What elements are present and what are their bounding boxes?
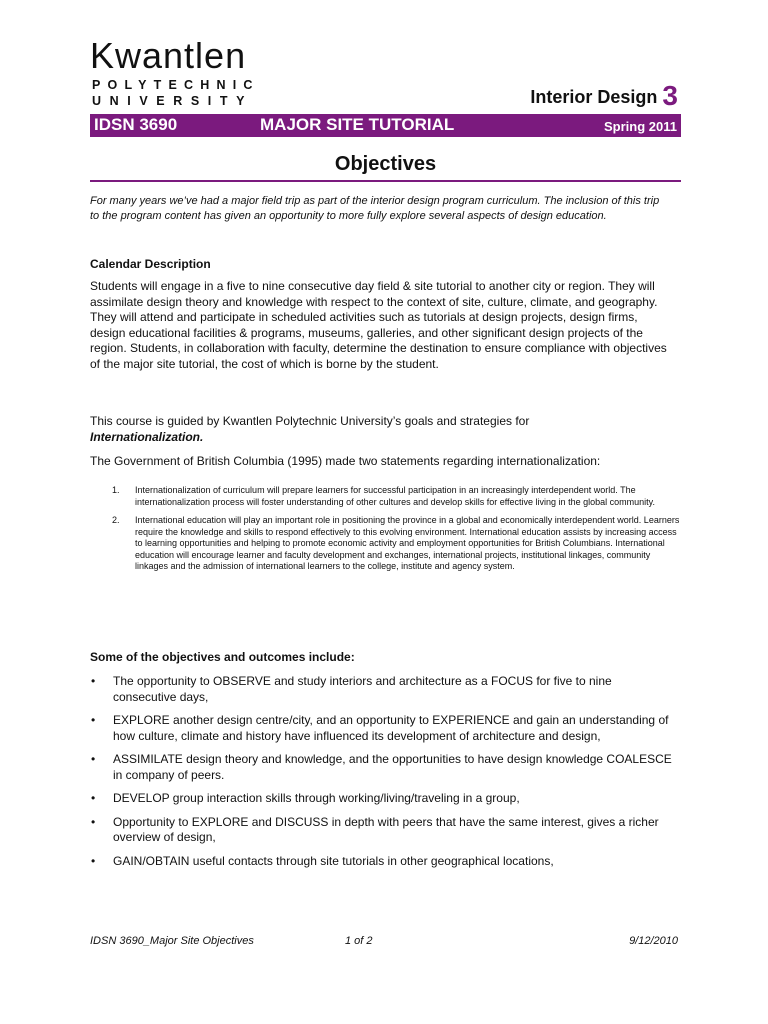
- bullet-icon: •: [91, 674, 96, 688]
- list-item-text: Opportunity to EXPLORE and DISCUSS in depth with peers that have the same interest, gives a richer overview of design,: [113, 814, 659, 844]
- program-title: [530, 82, 678, 111]
- title-divider: [90, 180, 681, 182]
- list-item: [90, 713, 675, 744]
- program-name: Interior Design: [530, 87, 658, 107]
- list-item-text: EXPLORE another design centre/city, and an opportunity to EXPERIENCE and gain an understanding of how culture, climate and history have influenced its development of architecture and design,: [113, 713, 669, 743]
- guided-text: This course is guided by Kwantlen Polytechnic University’s goals and strategies for: [90, 414, 530, 428]
- program-number: 3: [662, 80, 678, 111]
- list-item: [90, 815, 675, 846]
- intro-paragraph: For many years we’ve had a major field trip as part of the interior design program curriculum. The inclusion of this trip to the program content has given an opportunity to more fully explore several aspects of design education.: [90, 195, 660, 222]
- government-statement: The Government of British Columbia (1995) made two statements regarding internationalization:: [90, 454, 601, 468]
- statement-number: 2.: [112, 515, 120, 525]
- course-term: Spring 2011: [604, 119, 677, 134]
- university-logo-line1: POLYTECHNIC: [92, 78, 260, 92]
- calendar-description: Students will engage in a five to nine consecutive day field & site tutorial to another city or region. They will assimilate design theory and knowledge with respect to the context of site, culture, climate, and geography. They will attend and participate in scheduled activities such as tutorials at design projects, design firms, design educational facilities & programs, museums, galleries, and other significant design projects of the region. Students, in collaboration with faculty, determine the destination to ensure compliance with objectives of the major site tutorial, the cost of which is borne by the student.: [90, 279, 667, 371]
- list-item-text: ASSIMILATE design theory and knowledge, and the opportunities to have design knowledge COALESCE in company of peers.: [113, 752, 672, 782]
- course-banner: [90, 114, 681, 137]
- course-title: MAJOR SITE TUTORIAL: [260, 115, 455, 134]
- statement-item: [112, 515, 682, 573]
- footer-date: 9/12/2010: [629, 935, 678, 947]
- bullet-icon: •: [91, 814, 96, 829]
- guided-emphasis: Internationalization.: [90, 429, 204, 444]
- guided-paragraph: [90, 414, 675, 445]
- bullet-icon: •: [91, 791, 96, 805]
- list-item: [90, 674, 675, 705]
- bullet-icon: •: [91, 853, 96, 868]
- calendar-heading: Calendar Description: [90, 257, 211, 271]
- statement-number: 1.: [112, 485, 120, 495]
- statement-item: [112, 485, 682, 508]
- list-item: [90, 854, 675, 870]
- university-logo-name: Kwantlen: [90, 35, 247, 76]
- course-code: IDSN 3690: [94, 115, 178, 134]
- list-item-text: DEVELOP group interaction skills through working/living/traveling in a group,: [113, 791, 520, 805]
- list-item-text: GAIN/OBTAIN useful contacts through site tutorials in other geographical locations,: [113, 853, 554, 868]
- footer-page-number: 1 of 2: [345, 935, 373, 947]
- page-title: Objectives: [334, 153, 437, 175]
- bullet-icon: •: [91, 713, 96, 727]
- objectives-list: [90, 674, 675, 877]
- statement-text: Internationalization of curriculum will prepare learners for successful participation in an increasingly interdependent world. The internationalization process will foster understanding of other cultures and develop skills for effective living in the global community.: [135, 485, 655, 507]
- objectives-heading: Some of the objectives and outcomes include:: [90, 650, 355, 664]
- list-item: [90, 752, 675, 783]
- list-item: [90, 791, 675, 807]
- statement-text: International education will play an important role in positioning the province in a global and economically interdependent world. Learners require the knowledge and skills to respond effectively to this evolving environment. International education assists by increasing access to learning opportunities and helping to promote economic activity and employment opportunities for British Columbians. International education will encourage learner and faculty development and exchanges, international projects, institutional linkages, community linkages and the admission of international learners to the college, institute and agency system.: [135, 515, 680, 571]
- list-item-text: The opportunity to OBSERVE and study interiors and architecture as a FOCUS for five to nine consecutive days,: [113, 674, 612, 704]
- footer-document-name: IDSN 3690_Major Site Objectives: [90, 935, 254, 947]
- university-logo-line2: UNIVERSITY: [92, 94, 254, 108]
- bullet-icon: •: [91, 752, 96, 766]
- statements-list: [112, 485, 682, 580]
